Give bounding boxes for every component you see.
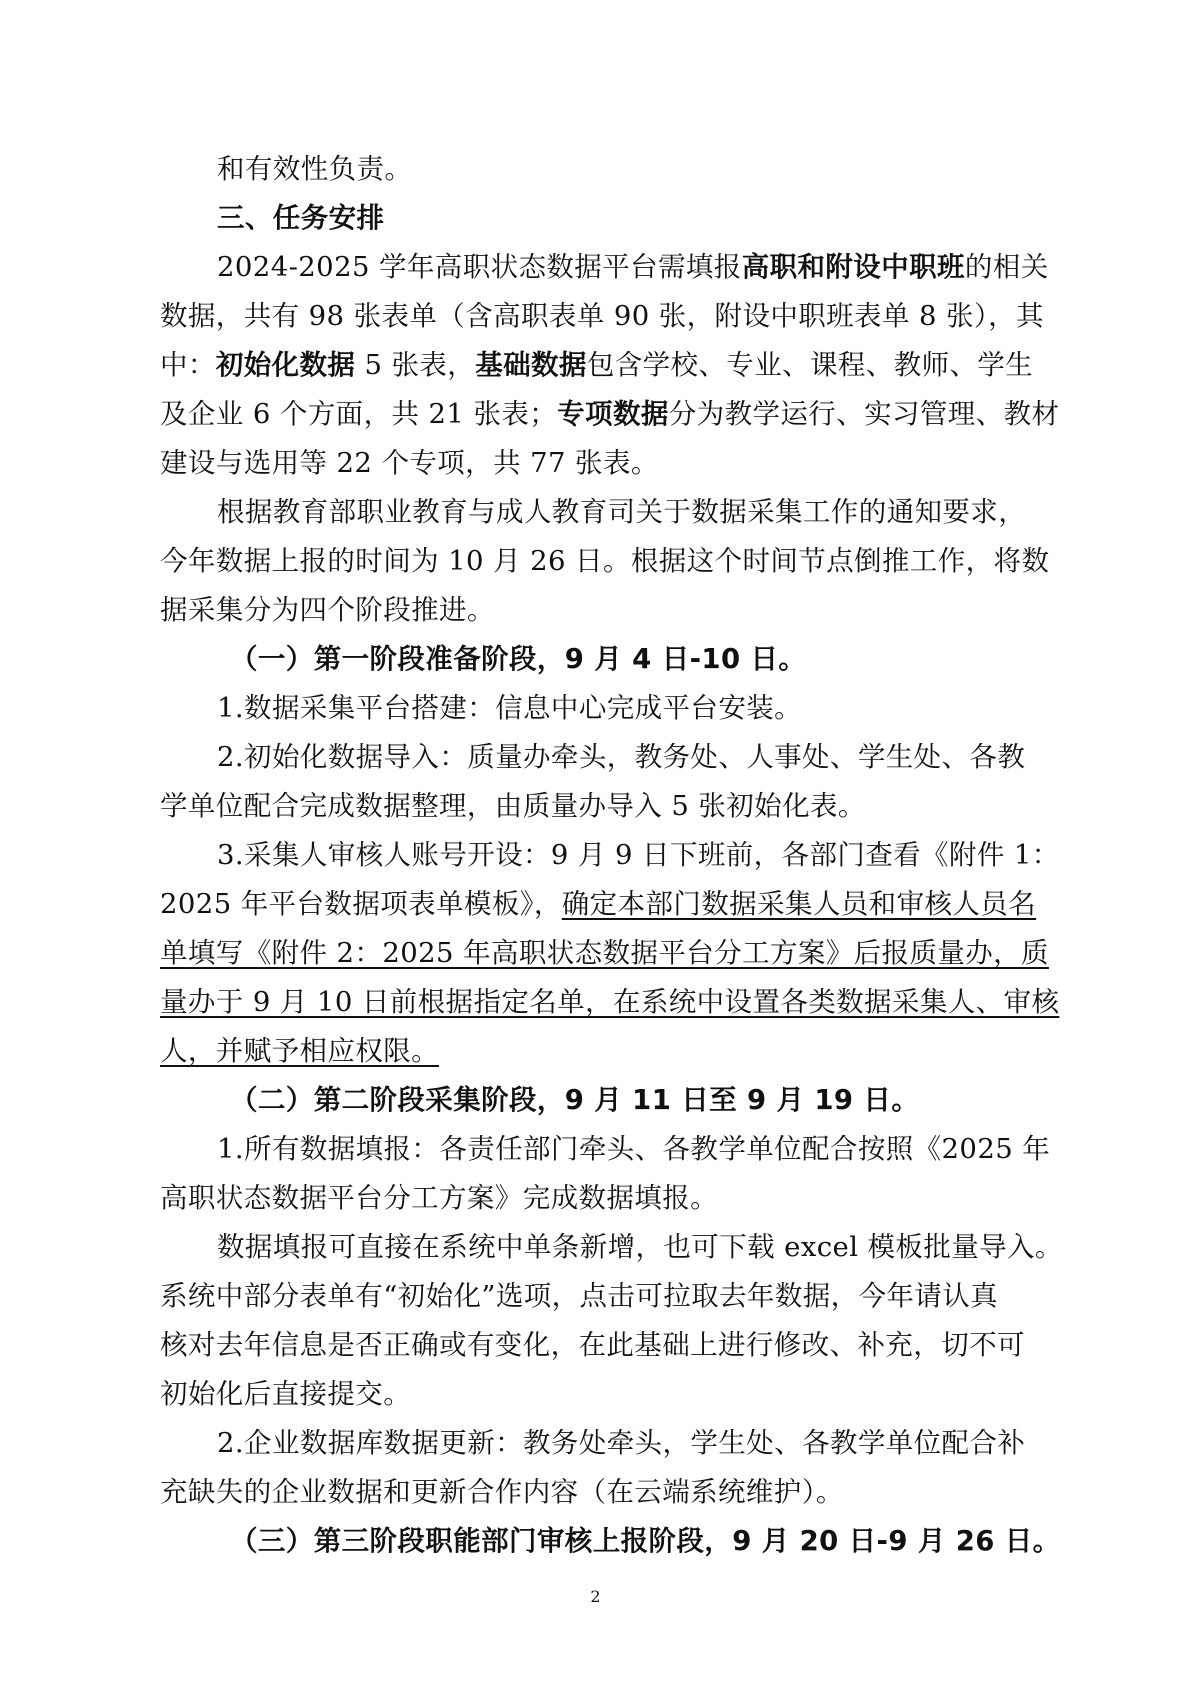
text-run: 据采集分为四个阶段推进。 (160, 594, 495, 626)
text-run: 的相关 (964, 251, 1049, 283)
underlined-text: 人，并赋予相应权限。 (160, 1035, 439, 1067)
text-run: 和有效性负责。 (217, 153, 413, 185)
text-line (160, 243, 1049, 292)
paragraph (160, 733, 1040, 831)
text-line (160, 439, 1040, 488)
text-line (160, 1468, 1040, 1517)
text-run: 3.采集人审核人账号开设：9 月 9 日下班前，各部门查看《附件 1： (217, 839, 1060, 871)
text-line (160, 1223, 1063, 1272)
section-heading: 三、任务安排 (217, 202, 385, 234)
text-run: 5 张表， (355, 349, 476, 381)
text-run: 数据，共有 98 张表单（含高职表单 90 张，附设中职班表单 8 张），其 (160, 300, 1044, 332)
paragraph (160, 243, 1060, 488)
text-line (160, 537, 1050, 586)
paragraph (160, 684, 1040, 733)
text-line (160, 390, 1060, 439)
text-run: 高职状态数据平台分工方案》完成数据填报。 (160, 1182, 718, 1214)
text-run: 2.企业数据库数据更新：教务处牵头，学生处、各教学单位配合补 (217, 1427, 1026, 1459)
bold-text: 专项数据 (557, 398, 669, 430)
stage-heading: （三）第三阶段职能部门审核上报阶段，9 月 20 日-9 月 26 日。 (230, 1525, 1061, 1557)
text-line (160, 929, 1049, 978)
text-line (160, 733, 1040, 782)
text-line (160, 145, 1040, 194)
text-run: 2024-2025 学年高职状态数据平台需填报 (217, 251, 742, 283)
text-run: 根据教育部职业教育与成人教育司关于数据采集工作的通知要求， (217, 496, 1027, 528)
paragraph (160, 1419, 1040, 1517)
text-run: 2.初始化数据导入：质量办牵头，教务处、人事处、学生处、各教 (217, 741, 1026, 773)
text-run: 数据填报可直接在系统中单条新增，也可下载 excel 模板批量导入。 (217, 1231, 1063, 1263)
text-line (160, 1125, 1051, 1174)
underlined-text: 单填写《附件 2：2025 年高职状态数据平台分工方案》后报质量办，质 (160, 937, 1049, 969)
text-run: 今年数据上报的时间为 10 月 26 日。根据这个时间节点倒推工作，将数 (160, 545, 1050, 577)
text-line (160, 1174, 1040, 1223)
bold-text: 高职和附设中职班 (741, 251, 965, 283)
document-body (160, 145, 1063, 1566)
text-run: 充缺失的企业数据和更新合作内容（在云端系统维护）。 (160, 1476, 844, 1508)
text-run: 分为教学运行、实习管理、教材 (668, 398, 1060, 430)
text-line (160, 341, 1040, 390)
text-run: 建设与选用等 22 个专项，共 77 张表。 (160, 447, 659, 479)
bold-text: 基础数据 (475, 349, 587, 381)
text-line (160, 782, 1040, 831)
text-line (160, 880, 1040, 929)
bold-text: 初始化数据 (215, 349, 356, 381)
text-run: 初始化后直接提交。 (160, 1378, 412, 1410)
text-line (160, 1272, 1040, 1321)
text-line (160, 978, 1060, 1027)
text-line (160, 1321, 1040, 1370)
underlined-text: 量办于 9 月 10 日前根据指定名单，在系统中设置各类数据采集人、审核 (160, 986, 1060, 1018)
text-run: 2025 年平台数据项表单模板》， (160, 888, 562, 920)
text-line (160, 1370, 1040, 1419)
stage-heading: （二）第二阶段采集阶段，9 月 11 日至 9 月 19 日。 (230, 1084, 920, 1116)
text-run: 学单位配合完成数据整理，由质量办导入 5 张初始化表。 (160, 790, 866, 822)
text-line (160, 488, 1040, 537)
text-run: 系统中部分表单有“初始化”选项，点击可拉取去年数据，今年请认真 (160, 1280, 999, 1312)
text-line (160, 1419, 1040, 1468)
text-run: 核对去年信息是否正确或有变化，在此基础上进行修改、补充，切不可 (160, 1329, 1025, 1361)
stage-heading: （一）第一阶段准备阶段，9 月 4 日-10 日。 (230, 643, 807, 675)
page-number: 2 (590, 1587, 601, 1606)
text-run: 中： (160, 349, 216, 381)
text-line (160, 586, 1040, 635)
paragraph (160, 488, 1050, 635)
text-run: 包含学校、专业、课程、教师、学生 (586, 349, 1034, 381)
underlined-text: 确定本部门数据采集人员和审核人员名 (561, 888, 1037, 920)
text-line (160, 292, 1044, 341)
paragraph (160, 831, 1060, 1076)
text-run: 1.数据采集平台搭建：信息中心完成平台安装。 (217, 692, 803, 724)
paragraph (160, 145, 1040, 194)
paragraph (160, 1223, 1063, 1419)
text-run: 1.所有数据填报：各责任部门牵头、各教学单位配合按照《2025 年 (217, 1133, 1051, 1165)
paragraph (160, 1125, 1051, 1223)
text-line (160, 684, 1040, 733)
text-line (160, 831, 1060, 880)
text-run: 及企业 6 个方面，共 21 张表； (160, 398, 558, 430)
text-line (160, 1027, 1040, 1076)
